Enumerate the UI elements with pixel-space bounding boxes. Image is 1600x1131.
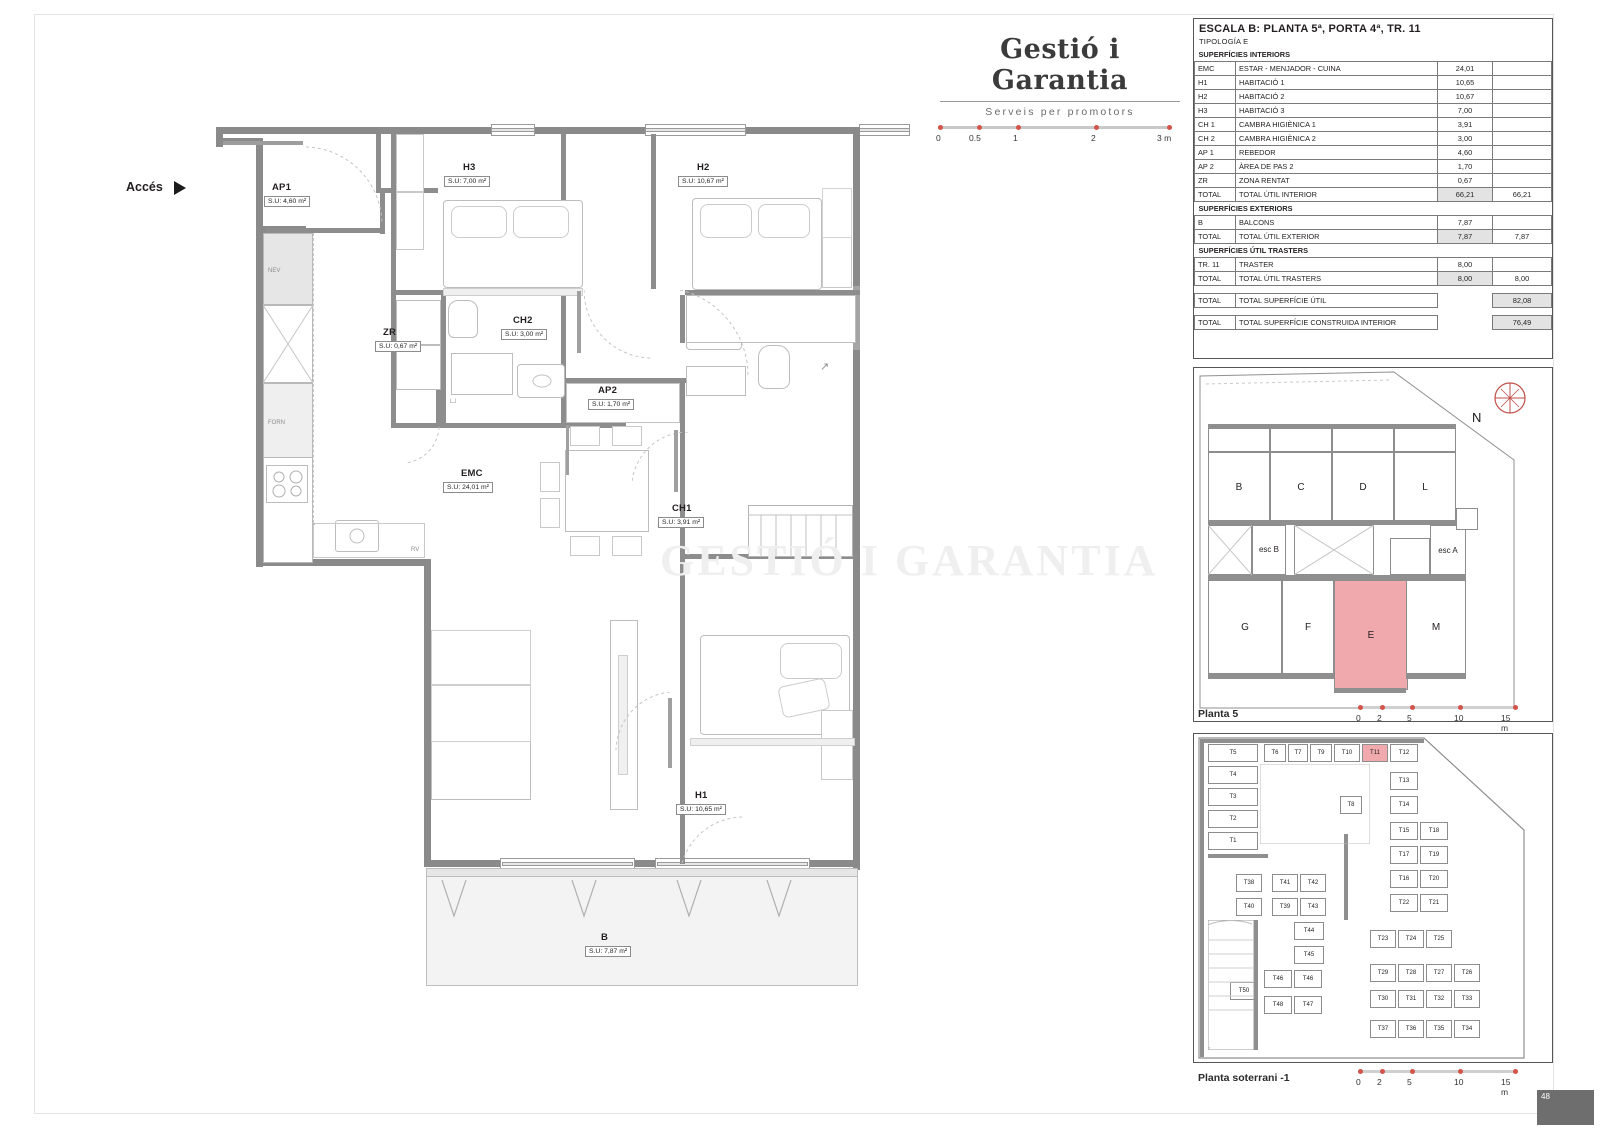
row-name: TOTAL ÚTIL INTERIOR xyxy=(1236,188,1438,202)
row-value2 xyxy=(1493,258,1552,272)
storage-cell: T5 xyxy=(1208,744,1258,762)
storage-cell: T12 xyxy=(1390,744,1418,762)
row-value2 xyxy=(1493,90,1552,104)
storage-cell: T46 xyxy=(1294,970,1322,988)
logo-divider xyxy=(940,101,1180,102)
room-area-tag: S.U: 24,01 m² xyxy=(443,482,493,493)
table-row xyxy=(1195,258,1552,272)
room-label: CH2 xyxy=(513,315,533,326)
access-arrow-icon xyxy=(172,180,188,201)
page-number: 48 xyxy=(1537,1090,1594,1125)
scalebar-label: 3 m xyxy=(1157,133,1172,143)
row-value1: 3,91 xyxy=(1438,118,1493,132)
appliance-label: FORN xyxy=(268,420,285,426)
table-row-grandtotal xyxy=(1195,294,1552,308)
row-value1: 0,67 xyxy=(1438,174,1493,188)
row-value2: 8,00 xyxy=(1493,272,1552,286)
storage-cell: T7 xyxy=(1288,744,1308,762)
scalebar-label: 0 xyxy=(1356,713,1361,723)
logo-title: Gestió i Garantia xyxy=(991,34,1129,96)
room-label: H1 xyxy=(695,790,708,801)
row-name: CAMBRA HIGIÈNICA 2 xyxy=(1236,132,1438,146)
row-value1: 1,70 xyxy=(1438,160,1493,174)
table-row xyxy=(1195,132,1552,146)
storage-cell: T47 xyxy=(1294,996,1322,1014)
row-name: REBEDOR xyxy=(1236,146,1438,160)
keyplan-unit: D xyxy=(1332,452,1394,522)
row-code: TOTAL xyxy=(1195,316,1236,330)
row-code: TOTAL xyxy=(1195,188,1236,202)
storage-cell: T1 xyxy=(1208,832,1258,850)
scalebar-label: 0 xyxy=(936,133,941,143)
row-name: TOTAL ÚTIL TRASTERS xyxy=(1236,272,1438,286)
row-name: CAMBRA HIGIÈNICA 1 xyxy=(1236,118,1438,132)
storage-cell: T13 xyxy=(1390,772,1418,790)
table-row xyxy=(1195,76,1552,90)
storage-cell: T16 xyxy=(1390,870,1418,888)
storage-cell: T10 xyxy=(1334,744,1360,762)
areas-table xyxy=(1193,18,1553,359)
storage-cell: T39 xyxy=(1272,898,1298,916)
storage-cell: T23 xyxy=(1370,930,1396,948)
row-value1 xyxy=(1438,316,1493,330)
row-value2: 7,87 xyxy=(1493,230,1552,244)
room-area-tag: S.U: 10,67 m² xyxy=(678,176,728,187)
compass-icon xyxy=(1470,380,1540,441)
row-code: EMC xyxy=(1195,62,1236,76)
storage-cell: T36 xyxy=(1398,1020,1424,1038)
scalebar-label: 15 m xyxy=(1501,713,1511,733)
table-row xyxy=(1195,104,1552,118)
room-area-tag: S.U: 7,87 m² xyxy=(585,946,631,957)
table-typology: TIPOLOGÍA E xyxy=(1199,37,1249,46)
room-area-tag: S.U: 3,91 m² xyxy=(658,517,704,528)
scalebar-label: 0 xyxy=(1356,1077,1361,1087)
room-area-tag: S.U: 1,70 m² xyxy=(588,399,634,410)
table-row xyxy=(1195,62,1552,76)
row-value1: 7,87 xyxy=(1438,216,1493,230)
storage-cell: T28 xyxy=(1398,964,1424,982)
storage-cell: T30 xyxy=(1370,990,1396,1008)
row-value1: 4,60 xyxy=(1438,146,1493,160)
room-label: H2 xyxy=(697,162,710,173)
room-area-tag: S.U: 3,00 m² xyxy=(501,329,547,340)
watermark: GESTIÓ I GARANTIA xyxy=(660,536,1159,585)
storage-cell: T3 xyxy=(1208,788,1258,806)
row-value2 xyxy=(1493,76,1552,90)
storage-cell: T14 xyxy=(1390,796,1418,814)
storage-cell: T40 xyxy=(1236,898,1262,916)
scalebar-label: 15 m xyxy=(1501,1077,1511,1097)
row-value1: 10,67 xyxy=(1438,90,1493,104)
scalebar-label: 2 xyxy=(1091,133,1096,143)
row-code: H1 xyxy=(1195,76,1236,90)
row-value2 xyxy=(1493,62,1552,76)
room-label: H3 xyxy=(463,162,476,173)
row-code: TR. 11 xyxy=(1195,258,1236,272)
row-name: TRASTER xyxy=(1236,258,1438,272)
row-value1: 66,21 xyxy=(1438,188,1493,202)
room-area-tag: S.U: 0,67 m² xyxy=(375,341,421,352)
table-row xyxy=(1195,90,1552,104)
room-area-tag: S.U: 7,00 m² xyxy=(444,176,490,187)
storage-cell: T48 xyxy=(1264,996,1292,1014)
row-code: TOTAL xyxy=(1195,272,1236,286)
row-value2: 66,21 xyxy=(1493,188,1552,202)
row-name: TOTAL ÚTIL EXTERIOR xyxy=(1236,230,1438,244)
storage-cell: T26 xyxy=(1454,964,1480,982)
row-value2 xyxy=(1493,118,1552,132)
table-header: ESCALA B: PLANTA 5ª, PORTA 4ª, TR. 11 xyxy=(1199,23,1421,35)
row-value2 xyxy=(1493,104,1552,118)
row-value2 xyxy=(1493,160,1552,174)
scalebar-label: 5 xyxy=(1407,713,1412,723)
row-value2 xyxy=(1493,146,1552,160)
row-code: CH 1 xyxy=(1195,118,1236,132)
scalebar-label: 2 xyxy=(1377,713,1382,723)
keyplan-unit: C xyxy=(1270,452,1332,522)
row-name: BALCONS xyxy=(1236,216,1438,230)
access-label: Accés xyxy=(126,180,163,194)
svg-text:N: N xyxy=(1472,410,1482,425)
row-name: HABITACIÓ 1 xyxy=(1236,76,1438,90)
table-row xyxy=(1195,160,1552,174)
row-code: B xyxy=(1195,216,1236,230)
basement-caption: Planta soterrani -1 xyxy=(1198,1072,1290,1084)
storage-cell: T29 xyxy=(1370,964,1396,982)
row-value1: 8,00 xyxy=(1438,272,1493,286)
storage-cell: T32 xyxy=(1426,990,1452,1008)
row-value1: 10,65 xyxy=(1438,76,1493,90)
row-name: HABITACIÓ 2 xyxy=(1236,90,1438,104)
table-row xyxy=(1195,146,1552,160)
storage-cell: T50 xyxy=(1230,982,1258,1000)
keyplan-unit: G xyxy=(1208,580,1282,674)
table-row-grandtotal xyxy=(1195,316,1552,330)
room-label: EMC xyxy=(461,468,483,479)
row-value1: 8,00 xyxy=(1438,258,1493,272)
appliance-label: RV xyxy=(411,547,420,553)
room-label: AP1 xyxy=(272,182,292,193)
basement-panel xyxy=(1193,733,1553,1063)
storage-cell: T43 xyxy=(1300,898,1326,916)
room-label: AP2 xyxy=(598,385,618,396)
table-row-total xyxy=(1195,230,1552,244)
table-row-total xyxy=(1195,272,1552,286)
row-value1: 24,01 xyxy=(1438,62,1493,76)
storage-cell: T44 xyxy=(1294,922,1324,940)
row-value2: 82,08 xyxy=(1493,294,1552,308)
storage-cell: T21 xyxy=(1420,894,1448,912)
row-code: AP 1 xyxy=(1195,146,1236,160)
scalebar-label: 0.5 xyxy=(969,133,981,143)
storage-cell: T6 xyxy=(1264,744,1286,762)
storage-cell: T2 xyxy=(1208,810,1258,828)
storage-cell: T42 xyxy=(1300,874,1326,892)
table-row xyxy=(1195,174,1552,188)
room-label: ZR xyxy=(383,327,397,338)
storage-cell: T33 xyxy=(1454,990,1480,1008)
storage-cell: T19 xyxy=(1420,846,1448,864)
storage-cell: T27 xyxy=(1426,964,1452,982)
row-value2 xyxy=(1493,174,1552,188)
keyplan-unit: F xyxy=(1282,580,1334,674)
scalebar-label: 5 xyxy=(1407,1077,1412,1087)
section-title: SUPERFÍCIES EXTERIORS xyxy=(1198,204,1293,213)
row-code: ZR xyxy=(1195,174,1236,188)
table-row xyxy=(1195,118,1552,132)
keyplan-caption: Planta 5 xyxy=(1198,708,1239,720)
room-label: B xyxy=(601,932,609,943)
row-value1: 3,00 xyxy=(1438,132,1493,146)
keyplan-unit: L xyxy=(1394,452,1456,522)
row-code: H2 xyxy=(1195,90,1236,104)
room-area-tag: S.U: 10,65 m² xyxy=(676,804,726,815)
row-value2: 76,49 xyxy=(1493,316,1552,330)
storage-cell: T20 xyxy=(1420,870,1448,888)
storage-cell: T22 xyxy=(1390,894,1418,912)
scalebar-label: 10 xyxy=(1454,1077,1464,1087)
floor-plan-drawing: NEV FORN RV └┘ ↗ AP1 S.U: 4,60 m² H3 S.U: 7,00 m² H2 S.U: 10,67 m² ZR S.U: 0,67 m² CH2 S.U: 3,00 m² AP2 S.U: 1,70 m² EMC S.U: 24,01 m² CH1 S.U: 3,91 m² H1 S.U: 10,65 m² B S.U: 7,87 m² xyxy=(180,110,920,1010)
storage-cell: T37 xyxy=(1370,1020,1396,1038)
section-title: SUPERFÍCIES ÚTIL TRASTERS xyxy=(1198,246,1309,255)
storage-cell: T41 xyxy=(1272,874,1298,892)
row-value2 xyxy=(1493,216,1552,230)
row-value1: 7,87 xyxy=(1438,230,1493,244)
storage-cell: T35 xyxy=(1426,1020,1452,1038)
row-value1: 7,00 xyxy=(1438,104,1493,118)
scalebar-label: 1 xyxy=(1013,133,1018,143)
storage-cell: T34 xyxy=(1454,1020,1480,1038)
row-name: TOTAL SUPERFÍCIE ÚTIL xyxy=(1236,294,1438,308)
row-name: ZONA RENTAT xyxy=(1236,174,1438,188)
storage-cell: T38 xyxy=(1236,874,1262,892)
storage-cell: T45 xyxy=(1294,946,1324,964)
row-name: ÀREA DE PAS 2 xyxy=(1236,160,1438,174)
table-row xyxy=(1195,216,1552,230)
storage-cell: T18 xyxy=(1420,822,1448,840)
row-code: H3 xyxy=(1195,104,1236,118)
storage-cell: T8 xyxy=(1340,796,1362,814)
row-name: TOTAL SUPERFÍCIE CONSTRUIDA INTERIOR xyxy=(1236,316,1438,330)
table-row-total xyxy=(1195,188,1552,202)
storage-cell: T31 xyxy=(1398,990,1424,1008)
storage-cell: T4 xyxy=(1208,766,1258,784)
row-value1 xyxy=(1438,294,1493,308)
keyplan-stair-label: esc A xyxy=(1438,545,1458,555)
appliance-label: NEV xyxy=(268,268,281,274)
room-label: CH1 xyxy=(672,503,692,514)
storage-cell: T46 xyxy=(1264,970,1292,988)
storage-cell-highlighted: T11 xyxy=(1362,744,1388,762)
keyplan-unit: M xyxy=(1406,580,1466,674)
storage-cell: T15 xyxy=(1390,822,1418,840)
row-name: ESTAR - MENJADOR - CUINA xyxy=(1236,62,1438,76)
keyplan-unit: B xyxy=(1208,452,1270,522)
scalebar-label: 2 xyxy=(1377,1077,1382,1087)
room-area-tag: S.U: 4,60 m² xyxy=(264,196,310,207)
row-name: HABITACIÓ 3 xyxy=(1236,104,1438,118)
logo-subtitle: Serveis per promotors xyxy=(985,106,1135,118)
row-value2 xyxy=(1493,132,1552,146)
row-code: AP 2 xyxy=(1195,160,1236,174)
company-logo xyxy=(940,34,1180,118)
row-code: CH 2 xyxy=(1195,132,1236,146)
keyplan-unit-highlighted: E xyxy=(1334,580,1408,690)
row-code: TOTAL xyxy=(1195,230,1236,244)
storage-cell: T9 xyxy=(1310,744,1332,762)
row-code: TOTAL xyxy=(1195,294,1236,308)
scalebar-label: 10 xyxy=(1454,713,1464,723)
storage-cell: T25 xyxy=(1426,930,1452,948)
section-title: SUPERFÍCIES INTERIORS xyxy=(1198,50,1291,59)
storage-cell: T17 xyxy=(1390,846,1418,864)
keyplan-stair-label: esc B xyxy=(1258,544,1279,554)
storage-cell: T24 xyxy=(1398,930,1424,948)
